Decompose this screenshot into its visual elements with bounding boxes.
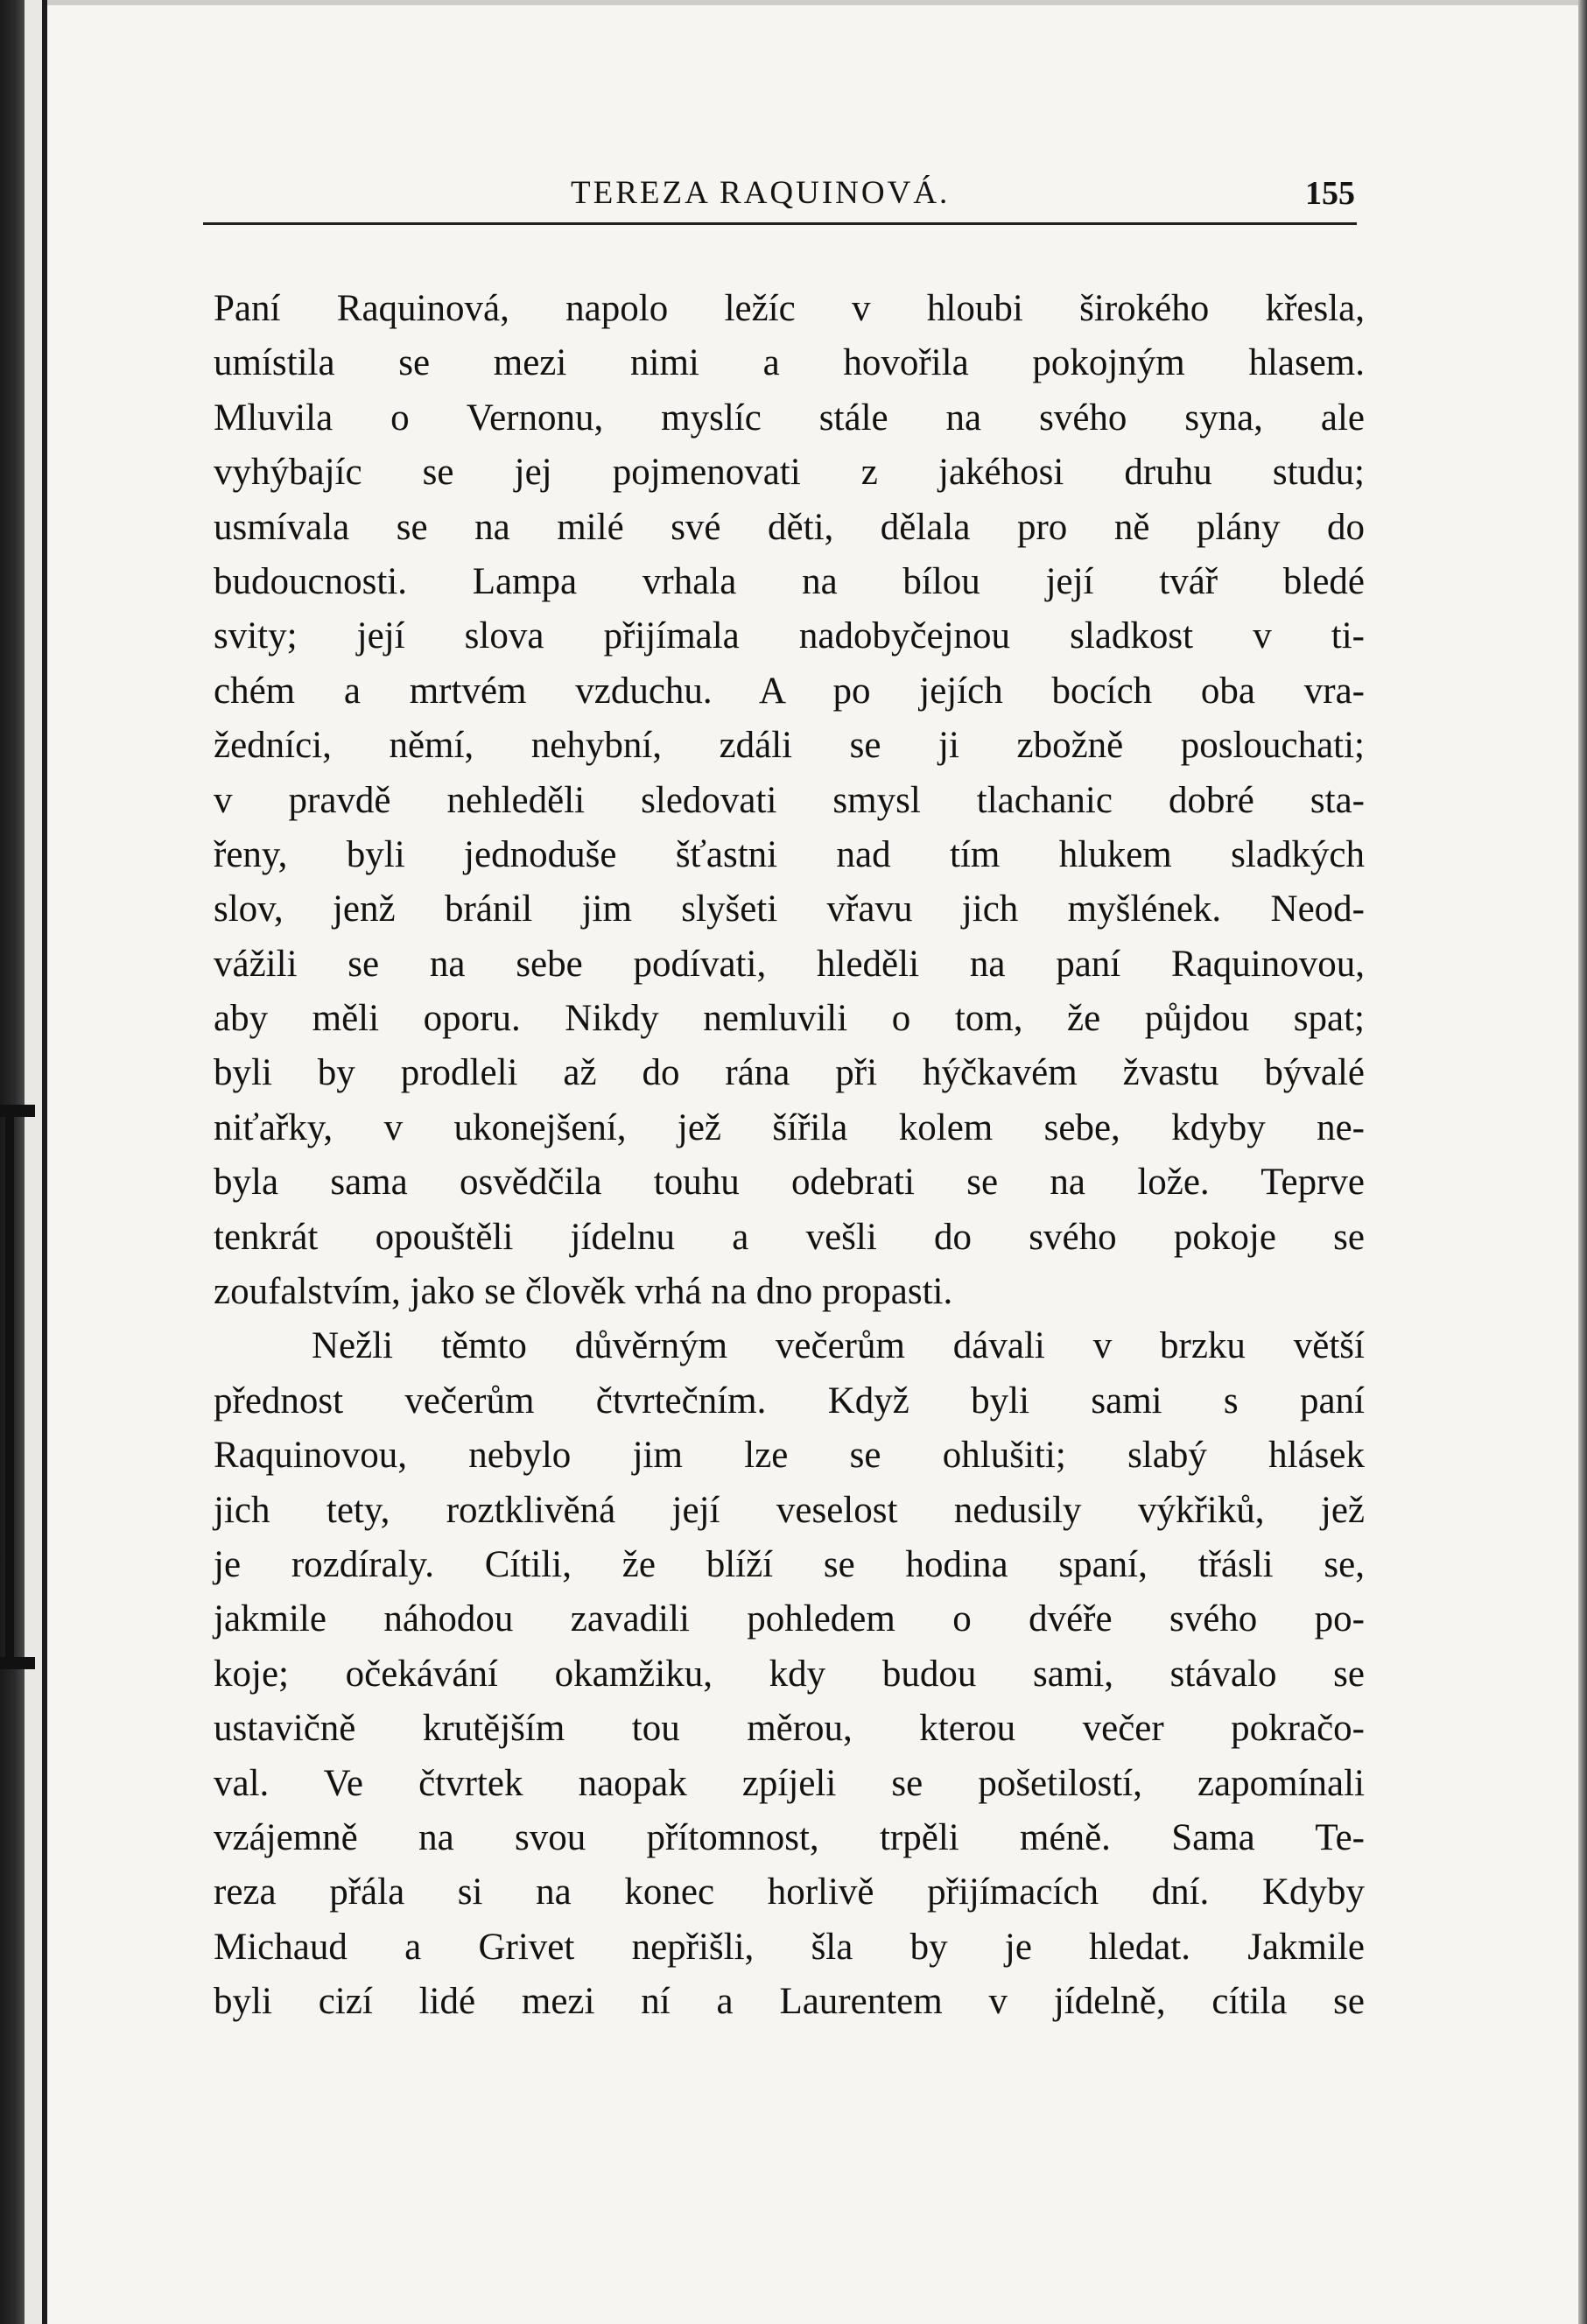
text-line: v pravdě nehleděli sledovati smysl tlachanic dobré sta-	[214, 779, 1365, 821]
text-line: vyhýbajíc se jej pojmenovati z jakéhosi druhu studu;	[214, 452, 1365, 494]
header-rule	[203, 222, 1357, 225]
text-line: ustavičně krutějším tou měrou, kterou večer pokračo-	[214, 1708, 1365, 1750]
text-line: koje; očekávání okamžiku, kdy budou sami, stávalo se	[214, 1653, 1365, 1695]
binding-bracket	[5, 1107, 14, 1668]
binding-line	[42, 0, 47, 2324]
page-number: 155	[1305, 175, 1355, 212]
text-line: umístila se mezi nimi a hovořila pokojným hlasem.	[214, 342, 1365, 384]
text-line: chém a mrtvém vzduchu. A po jejích bocích oba vra-	[214, 670, 1365, 712]
right-edge-shadow	[1578, 0, 1587, 2324]
top-edge-shadow	[0, 0, 1587, 5]
text-line: val. Ve čtvrtek naopak zpíjeli se pošetilostí, zapomínali	[214, 1762, 1365, 1804]
text-line: Michaud a Grivet nepřišli, šla by je hledat. Jakmile	[214, 1926, 1365, 1968]
text-line: reza přála si na konec horlivě přijímacích dní. Kdyby	[214, 1871, 1365, 1913]
text-line: slov, jenž bránil jim slyšeti vřavu jich myšlének. Neod-	[214, 888, 1365, 930]
binding-gap	[25, 0, 42, 2324]
running-title: TEREZA RAQUINOVÁ.	[571, 175, 951, 211]
text-line: byli by prodleli až do rána při hýčkavém žvastu bývalé	[214, 1052, 1365, 1094]
text-line: tenkrát opouštěli jídelnu a vešli do svého pokoje se	[214, 1216, 1365, 1258]
text-line: Paní Raquinová, napolo ležíc v hloubi širokého křesla,	[214, 288, 1365, 329]
text-line: svity; její slova přijímala nadobyčejnou sladkost v ti-	[214, 615, 1365, 657]
running-header	[208, 172, 1355, 224]
text-line: byla sama osvědčila touhu odebrati se na lože. Teprve	[214, 1162, 1365, 1204]
binding-bracket-bottom	[0, 1657, 35, 1669]
text-line: přednost večerům čtvrtečním. Když byli sami s paní	[214, 1380, 1365, 1422]
text-line: Mluvila o Vernonu, myslíc stále na svého syna, ale	[214, 397, 1365, 439]
paragraph-start-line: Nežli těmto důvěrným večerům dávali v brzku větší	[312, 1325, 1365, 1367]
text-line: usmívala se na milé své děti, dělala pro ně plány do	[214, 506, 1365, 548]
text-line: aby měli oporu. Nikdy nemluvili o tom, že půjdou spat;	[214, 998, 1365, 1040]
text-line: jakmile náhodou zavadili pohledem o dvéře svého po-	[214, 1598, 1365, 1640]
text-line: jich tety, roztklivěná její veselost nedusily výkřiků, jež	[214, 1489, 1365, 1531]
text-line: řeny, byli jednoduše šťastni nad tím hlukem sladkých	[214, 833, 1365, 875]
text-line: je rozdíraly. Cítili, že blíží se hodina spaní, třásli se,	[214, 1543, 1365, 1585]
text-line: budoucnosti. Lampa vrhala na bílou její tvář bledé	[214, 560, 1365, 602]
text-line: vážili se na sebe podívati, hleděli na paní Raquinovou,	[214, 943, 1365, 985]
text-line: byli cizí lidé mezi ní a Laurentem v jídelně, cítila se	[214, 1981, 1365, 2023]
paragraph-end-line: zoufalstvím, jako se člověk vrhá na dno propasti.	[214, 1271, 953, 1313]
text-line: Raquinovou, nebylo jim lze se ohlušiti; slabý hlásek	[214, 1435, 1365, 1477]
text-line: žedníci, němí, nehybní, zdáli se ji zbožně poslouchati;	[214, 725, 1365, 767]
text-line: vzájemně na svou přítomnost, trpěli méně. Sama Te-	[214, 1816, 1365, 1858]
page-body-text	[214, 282, 1365, 2030]
text-line: niťařky, v ukonejšení, jež šířila kolem sebe, kdyby ne-	[214, 1106, 1365, 1148]
